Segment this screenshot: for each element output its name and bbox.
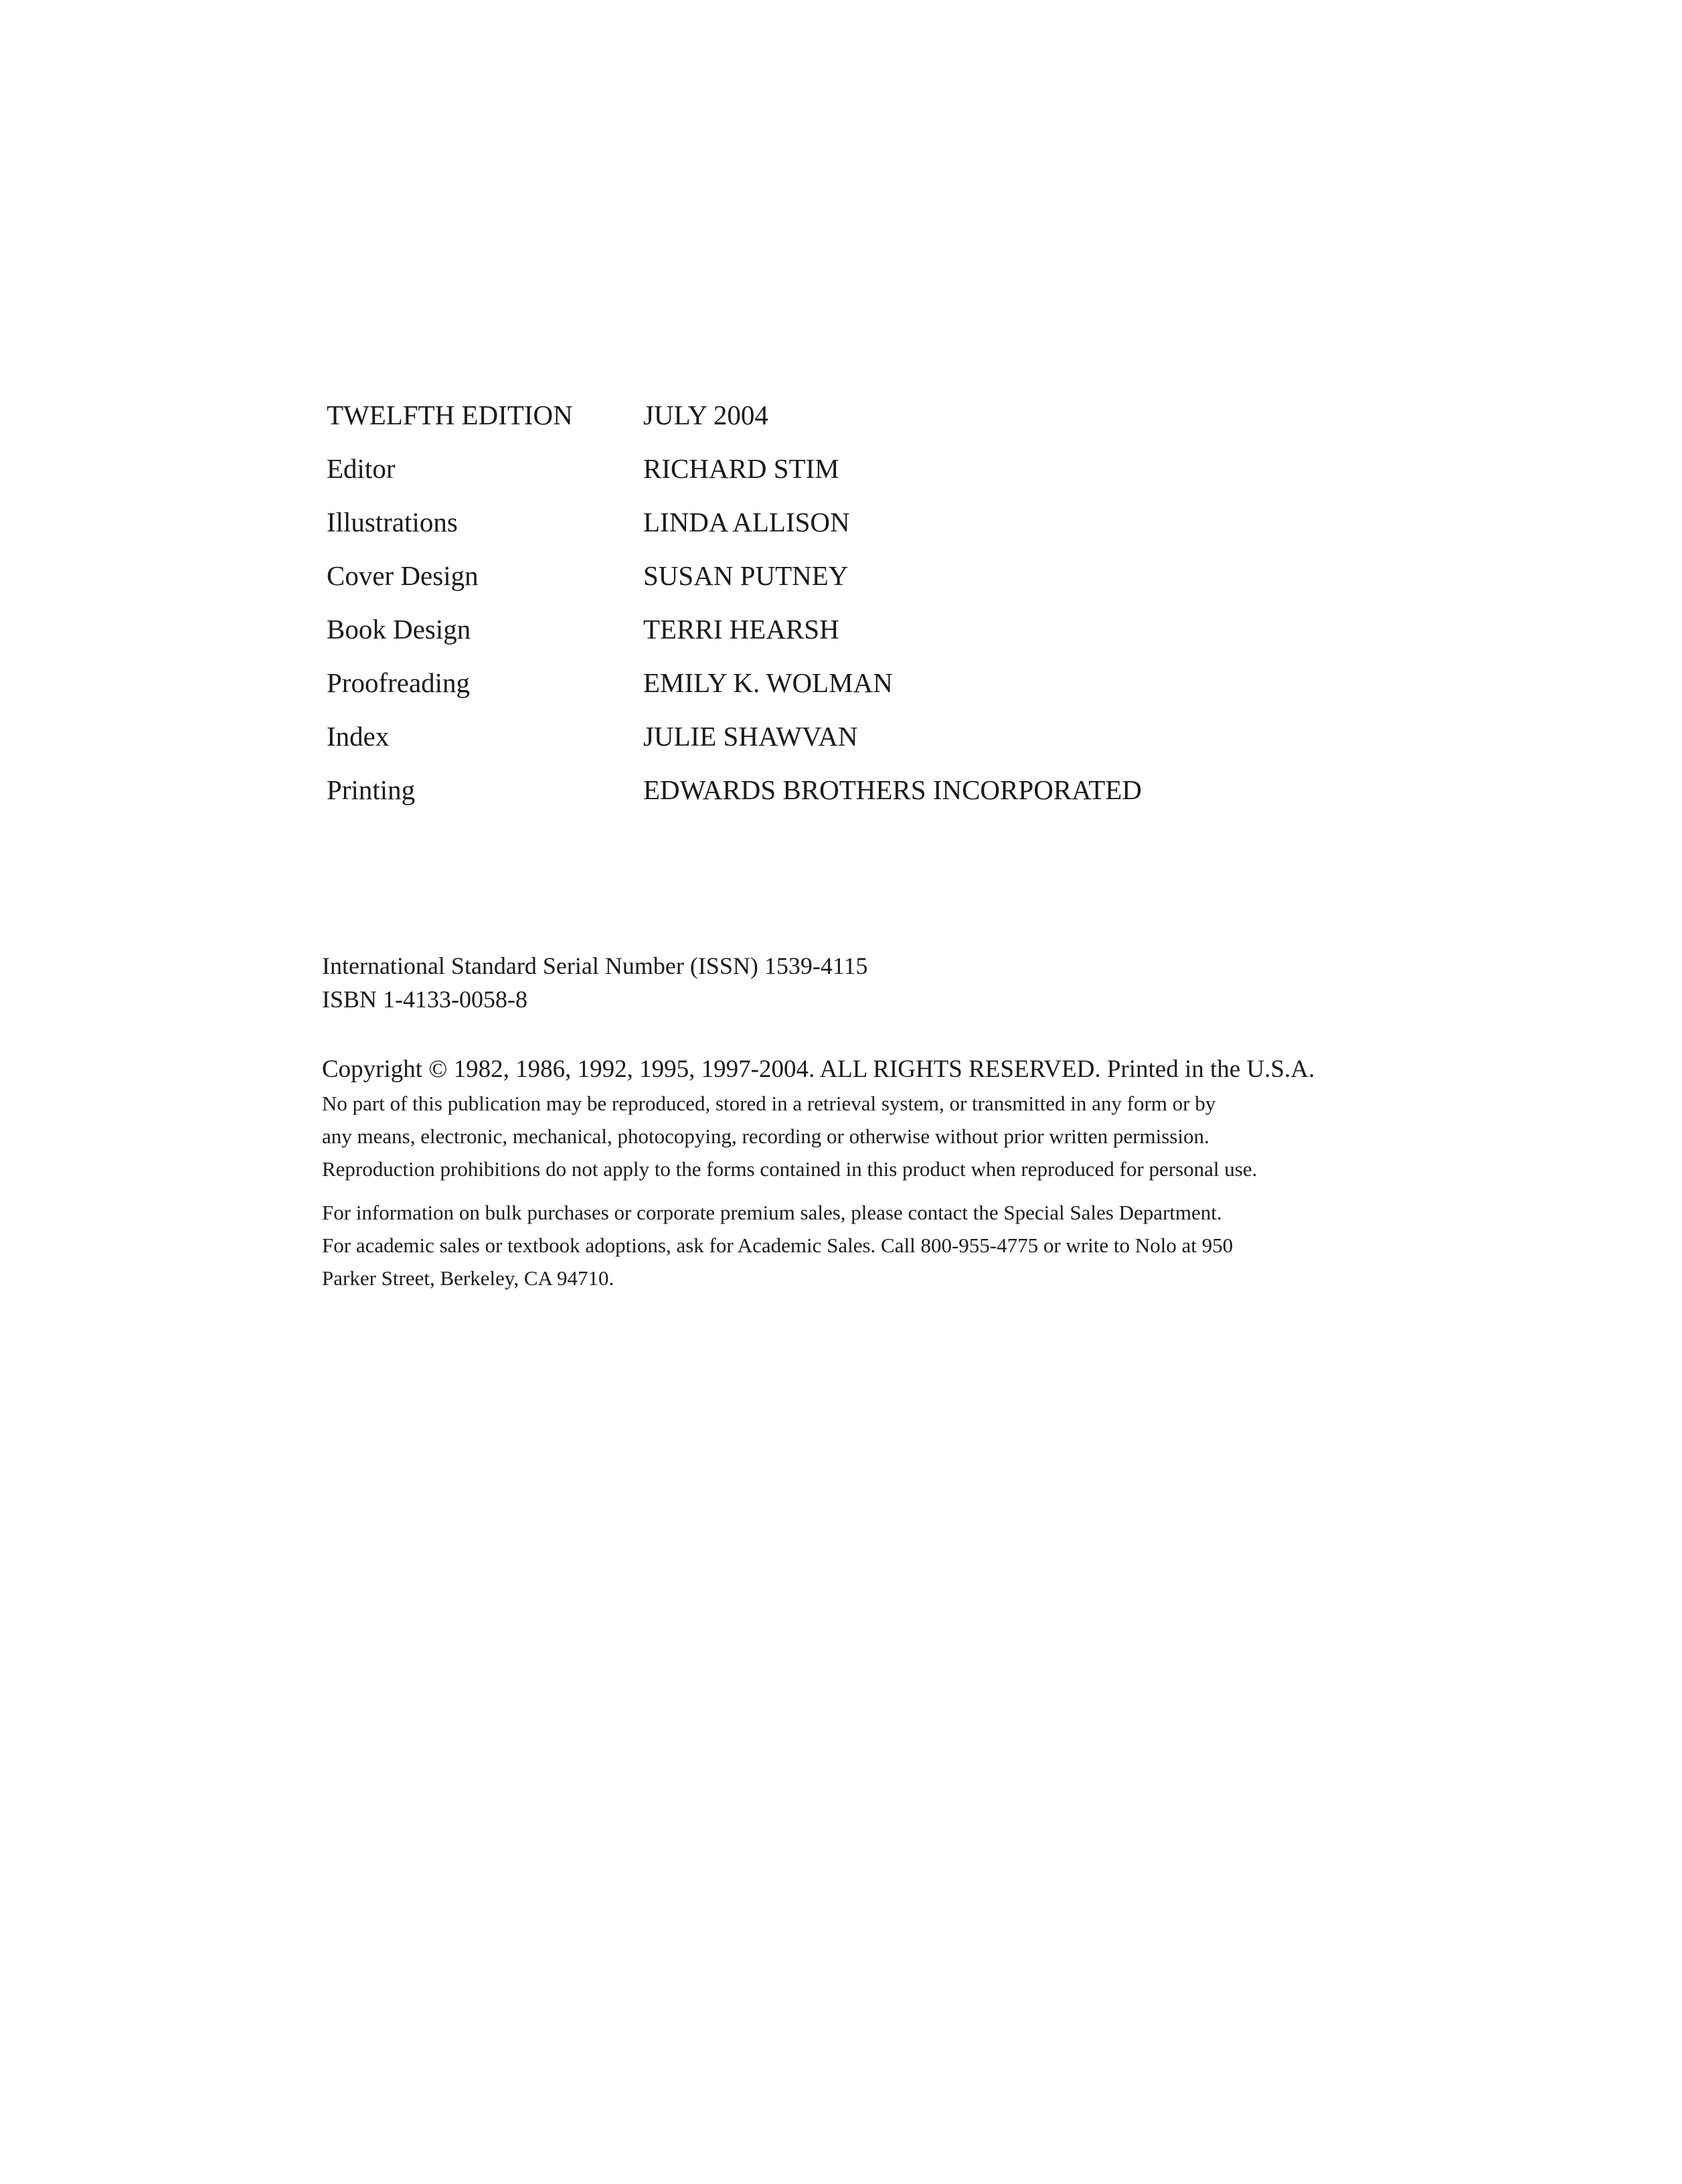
rights-line: No part of this publication may be reproduced, stored in a retrieval system, or transmitted in any form or by xyxy=(322,1092,1216,1115)
credit-row-index xyxy=(327,720,1464,753)
credits-list xyxy=(327,399,1464,827)
credit-role: Book Design xyxy=(327,614,471,645)
credit-name: TERRI HEARSH xyxy=(643,614,839,645)
credit-role: Illustrations xyxy=(327,507,458,537)
credit-role: Editor xyxy=(327,453,396,484)
rights-line: Reproduction prohibitions do not apply to the forms contained in this product when reproduced for personal use. xyxy=(322,1157,1258,1181)
credit-row-illustrations xyxy=(327,506,1464,539)
credit-row-editor xyxy=(327,452,1464,485)
copyright-notice: Copyright © 1982, 1986, 1992, 1995, 1997-2004. ALL RIGHTS RESERVED. Printed in the U.S.A. xyxy=(322,1056,1315,1083)
isbn-line: ISBN 1-4133-0058-8 xyxy=(322,986,527,1013)
credit-name: JULIE SHAWVAN xyxy=(643,721,858,752)
rights-paragraph xyxy=(322,1087,1326,1185)
credit-name: EMILY K. WOLMAN xyxy=(643,667,893,698)
credit-name: RICHARD STIM xyxy=(643,453,839,484)
credit-row-cover-design xyxy=(327,560,1464,592)
credit-name: SUSAN PUTNEY xyxy=(643,560,849,591)
credit-role: Cover Design xyxy=(327,560,479,591)
copyright-block xyxy=(322,1052,1326,1294)
sales-line: Parker Street, Berkeley, CA 94710. xyxy=(322,1266,614,1290)
credit-role: TWELFTH EDITION xyxy=(327,400,573,430)
sales-line: For academic sales or textbook adoptions, ask for Academic Sales. Call 800-955-4775 or write to Nolo at 950 xyxy=(322,1234,1234,1257)
credit-row-proofreading xyxy=(327,667,1464,699)
credit-role: Index xyxy=(327,721,390,752)
issn-line: International Standard Serial Number (ISSN) 1539-4115 xyxy=(322,952,868,979)
credit-row-book-design xyxy=(327,613,1464,646)
identifiers-block xyxy=(322,949,867,1016)
credit-name: EDWARDS BROTHERS INCORPORATED xyxy=(643,774,1142,805)
credit-row-edition xyxy=(327,399,1464,432)
sales-line: For information on bulk purchases or corporate premium sales, please contact the Special Sales Department. xyxy=(322,1201,1222,1224)
credit-role: Printing xyxy=(327,774,416,805)
sales-paragraph xyxy=(322,1196,1326,1294)
credit-row-printing xyxy=(327,774,1464,807)
credit-name: LINDA ALLISON xyxy=(643,507,850,537)
credit-name: JULY 2004 xyxy=(643,400,768,430)
credit-role: Proofreading xyxy=(327,667,471,698)
rights-line: any means, electronic, mechanical, photocopying, recording or otherwise without prior written permission. xyxy=(322,1124,1209,1148)
